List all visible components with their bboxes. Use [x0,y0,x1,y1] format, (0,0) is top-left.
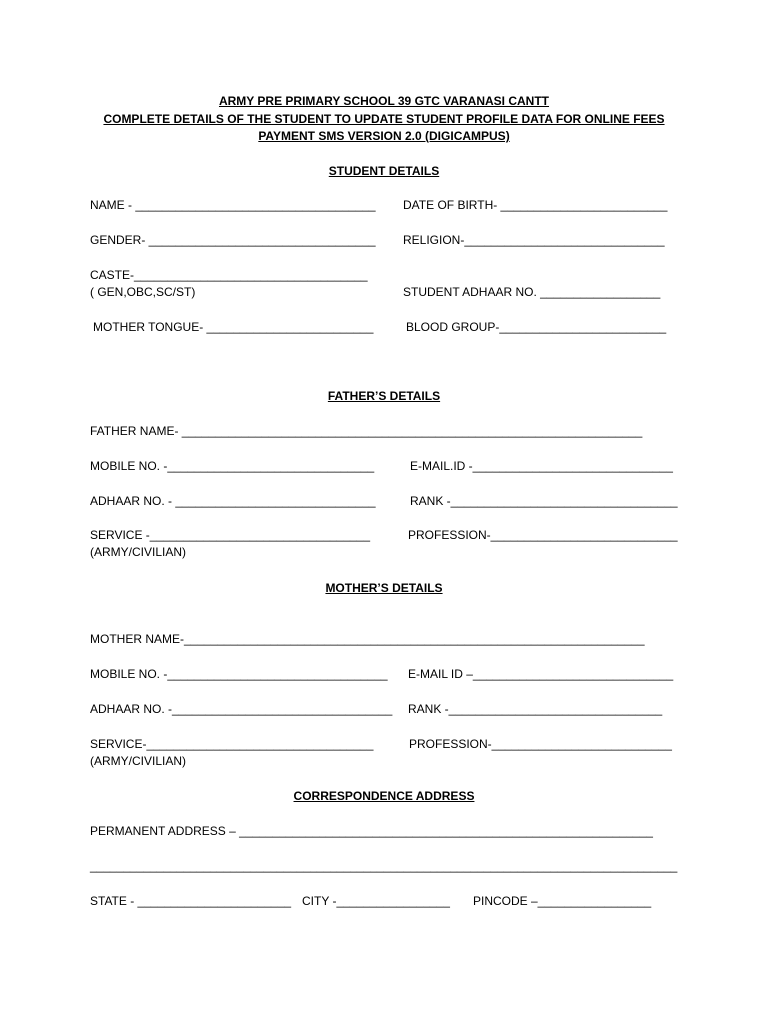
permanent-address-field: PERMANENT ADDRESS – ______________________________________________________________ [90,824,653,838]
father-email-field: E-MAIL.ID -______________________________ [410,459,673,473]
father-mobile-field: MOBILE NO. -_______________________________ [90,459,375,473]
student-caste-field: CASTE-___________________________________ [90,268,368,282]
mother-adhaar-field: ADHAAR NO. -_________________________________ [90,702,393,716]
mother-name-field: MOTHER NAME-_____________________________________________________________________ [90,632,645,646]
father-service-field: SERVICE -_________________________________ [90,528,371,542]
student-details-heading: STUDENT DETAILS [328,164,440,178]
pincode-field: PINCODE –_________________ [473,894,652,908]
form-title-line1: COMPLETE DETAILS OF THE STUDENT TO UPDATE STUDENT PROFILE DATA FOR ONLINE FEES [103,112,665,126]
student-gender-field: GENDER- __________________________________ [90,233,376,247]
mother-email-field: E-MAIL ID –______________________________ [408,667,674,681]
address-line-2: ________________________________________________________________________________________ [90,859,678,873]
father-adhaar-field: ADHAAR NO. - ______________________________ [90,494,376,508]
father-service-note: (ARMY/CIVILIAN) [90,545,187,559]
student-religion-field: RELIGION-______________________________ [403,233,665,247]
student-caste-note: ( GEN,OBC,SC/ST) [90,285,196,299]
mother-mobile-field: MOBILE NO. -_________________________________ [90,667,388,681]
father-rank-field: RANK -__________________________________ [410,494,678,508]
student-dob-field: DATE OF BIRTH- _________________________ [403,198,668,212]
form-title-line2: PAYMENT SMS VERSION 2.0 (DIGICAMPUS) [258,129,510,143]
student-blood-group-field: BLOOD GROUP-_________________________ [406,320,667,334]
mother-details-heading: MOTHER’S DETAILS [325,581,443,595]
city-field: CITY -_________________ [302,894,450,908]
mother-profession-field: PROFESSION-___________________________ [409,737,672,751]
father-name-field: FATHER NAME- _____________________________________________________________________ [90,424,643,438]
student-adhaar-field: STUDENT ADHAAR NO. __________________ [403,285,661,299]
address-heading: CORRESPONDENCE ADDRESS [293,789,475,803]
father-profession-field: PROFESSION-____________________________ [408,528,678,542]
school-name: ARMY PRE PRIMARY SCHOOL 39 GTC VARANASI CANTT [218,94,550,108]
mother-rank-field: RANK -________________________________ [408,702,663,716]
student-name-field: NAME - ____________________________________ [90,198,376,212]
father-details-heading: FATHER’S DETAILS [327,389,441,403]
state-field: STATE - _______________________ [90,894,292,908]
mother-service-field: SERVICE-__________________________________ [90,737,374,751]
mother-service-note: (ARMY/CIVILIAN) [90,754,187,768]
student-mother-tongue-field: MOTHER TONGUE- _________________________ [93,320,374,334]
